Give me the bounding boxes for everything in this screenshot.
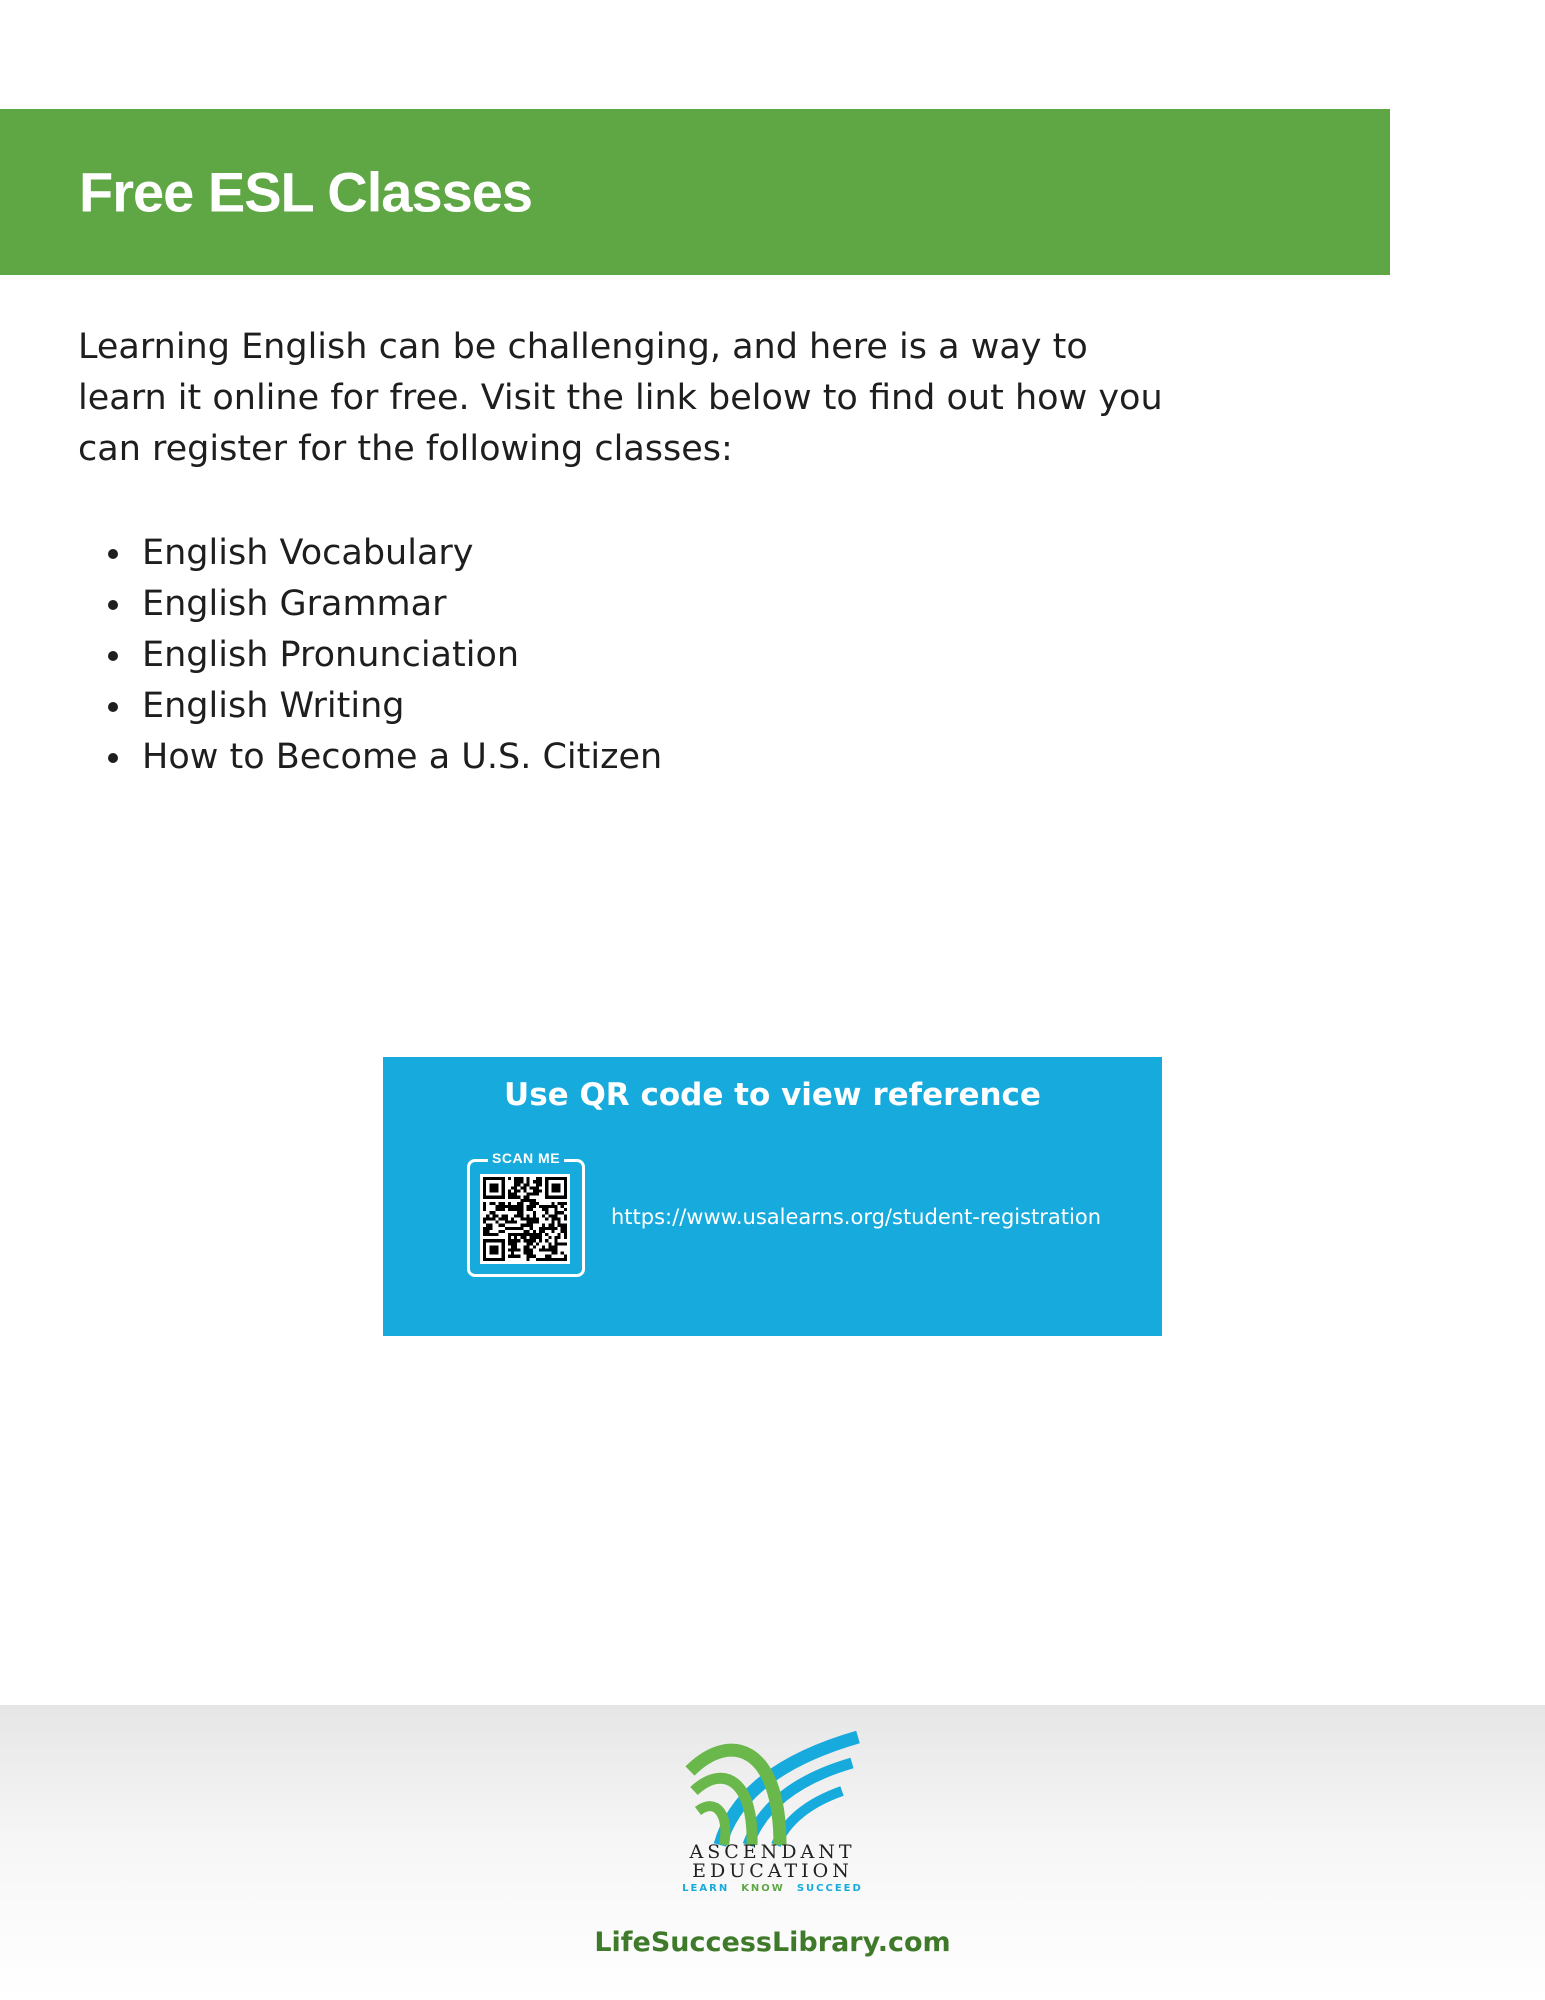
header-banner bbox=[0, 109, 1390, 275]
registration-url-link[interactable]: https://www.usalearns.org/student-registration bbox=[611, 1205, 1102, 1229]
qr-badge[interactable] bbox=[467, 1150, 585, 1277]
logo-wordmark-line2: EDUCATION bbox=[692, 1860, 853, 1882]
footer bbox=[0, 1705, 1545, 2000]
intro-paragraph bbox=[78, 322, 1278, 475]
tagline-succeed: SUCCEED bbox=[796, 1883, 863, 1894]
bullet-icon bbox=[108, 549, 118, 559]
page-title: Free ESL Classes bbox=[79, 160, 533, 224]
scan-me-label: SCAN ME bbox=[488, 1150, 564, 1166]
intro-line: can register for the following classes: bbox=[78, 429, 733, 469]
bullet-icon bbox=[108, 702, 118, 712]
tagline-know: KNOW bbox=[741, 1883, 785, 1894]
list-item-label: English Writing bbox=[142, 686, 405, 726]
logo-tagline bbox=[0, 1883, 1545, 1894]
bullet-icon bbox=[108, 753, 118, 763]
bullet-icon bbox=[108, 651, 118, 661]
list-item-label: English Pronunciation bbox=[142, 635, 520, 675]
bullet-icon bbox=[108, 600, 118, 610]
site-link[interactable]: LifeSuccessLibrary.com bbox=[594, 1927, 951, 1958]
qr-reference-panel bbox=[383, 1057, 1162, 1336]
list-item-label: English Vocabulary bbox=[142, 533, 474, 573]
list-item bbox=[78, 732, 662, 783]
list-item bbox=[78, 630, 662, 681]
logo-wordmark-line1: ASCENDANT bbox=[689, 1841, 856, 1863]
list-item-label: English Grammar bbox=[142, 584, 447, 624]
list-item-label: How to Become a U.S. Citizen bbox=[142, 737, 663, 777]
ascendant-education-logo-icon bbox=[680, 1723, 865, 1848]
intro-line: Learning English can be challenging, and here is a way to bbox=[78, 327, 1088, 367]
intro-line: learn it online for free. Visit the link below to find out how you bbox=[78, 378, 1163, 418]
qr-panel-heading: Use QR code to view reference bbox=[504, 1077, 1041, 1113]
tagline-learn: LEARN bbox=[682, 1883, 730, 1894]
qr-code-icon bbox=[480, 1174, 570, 1264]
list-item bbox=[78, 528, 662, 579]
list-item bbox=[78, 681, 662, 732]
class-list bbox=[78, 528, 662, 783]
list-item bbox=[78, 579, 662, 630]
